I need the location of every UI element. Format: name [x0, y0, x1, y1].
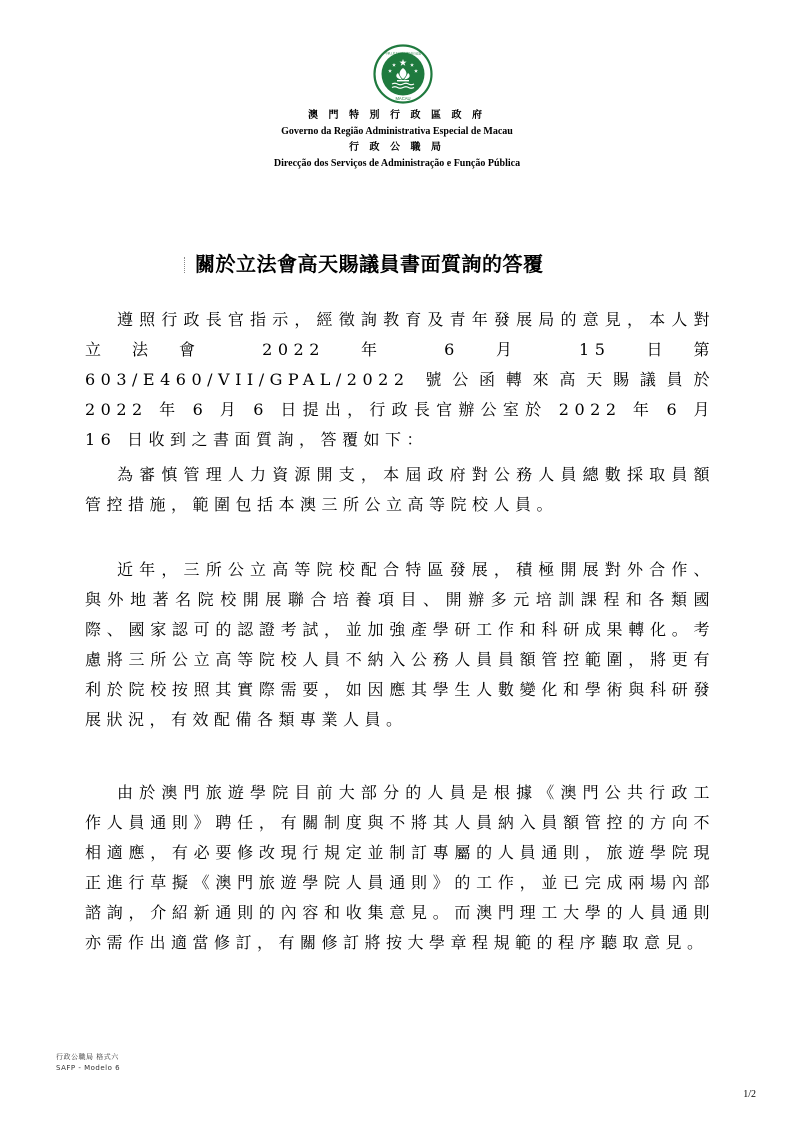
paragraph-4: 由於澳門旅遊學院目前大部分的人員是根據《澳門公共行政工作人員通則》聘任，有關制度與不將其人員納入員額管控的方向不相適應，有必要修改現行規定並制訂專屬的人員通則，旅遊學院現正進行草擬《澳門旅遊學院人員通則》的工作，並已完成兩場內部諮詢，介紹新通則的內容和收集意見。而澳門理工大學的人員通則亦需作出適當修訂，有關修訂將按大學章程規範的程序聽取意見。 — [85, 783, 715, 952]
emblem-label: MACAU — [395, 96, 411, 101]
org-name-pt: Governo da Região Administrativa Especial de Macau — [281, 126, 513, 137]
dept-name-pt: Direcção dos Serviços de Administração e Função Pública — [273, 158, 521, 169]
paragraph-2: 為審慎管理人力資源開支，本屆政府對公務人員總數採取員額管控措施，範圍包括本澳三所公立高等院校人員。 — [85, 465, 715, 514]
document-title — [184, 248, 624, 277]
document-title-text: 關於立法會高天賜議員書面質詢的答覆 — [195, 252, 544, 276]
reply-body-4 — [85, 778, 715, 958]
reply-body-3 — [85, 555, 715, 735]
title-marker — [184, 257, 189, 273]
form-reference-zh: 行政公職局 格式六 — [56, 1053, 119, 1061]
macau-emblem — [373, 44, 433, 104]
paragraph-1: 遵照行政長官指示，經徵詢教育及青年發展局的意見，本人對立法會 2022 年 6 月 15 日第 603/E460/VII/GPAL/2022 號公函轉來高天賜議員於 2022 年 6 月 6 日提出，行政長官辦公室於 2022 年 6 月 16 日收到之書面質詢，答覆如下： — [85, 310, 715, 449]
form-reference — [56, 1052, 120, 1074]
org-name-zh: 澳 門 特 別 行 政 區 政 府 — [308, 110, 486, 121]
dept-name-zh: 行 政 公 職 局 — [349, 142, 445, 153]
reply-body — [85, 305, 715, 455]
emblem-ring-text: 中華人民共和國澳門特別行政區 — [384, 52, 422, 56]
paragraph-3: 近年，三所公立高等院校配合特區發展，積極開展對外合作、與外地著名院校開展聯合培養項目、開辦多元培訓課程和各類國際、國家認可的認證考試，並加強產學研工作和科研成果轉化。考慮將三所公立高等院校人員不納入公務人員員額管控範圍，將更有利於院校按照其實際需要，如因應其學生人數變化和學術與科研發展狀況，有效配備各類專業人員。 — [85, 560, 715, 729]
form-reference-pt: SAFP - Modelo 6 — [56, 1064, 121, 1072]
reply-body-2 — [85, 460, 715, 520]
page-number: 1/2 — [743, 1089, 756, 1100]
letterhead — [0, 108, 794, 172]
